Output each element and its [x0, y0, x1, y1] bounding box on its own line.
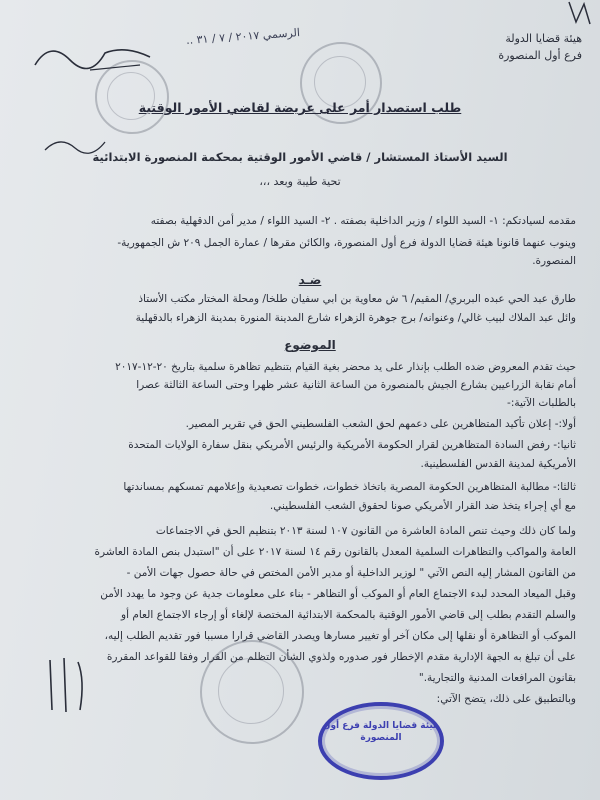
subject-line: أولا:- إعلان تأكيد المتظاهرين على دعمهم لحق الشعب الفلسطيني الحق في تقرير المصير. [185, 418, 576, 430]
subject-line: الأمريكية لمدينة القدس الفلسطينية. [420, 458, 576, 470]
subject-line: حيث تقدم المعروض ضده الطلب بإنذار على يد محضر بغية القيام بتنظيم تظاهرة سلمية بتاريخ ٢٠-١٢-٢٠١٧ [115, 361, 576, 373]
subject-line: الموكب أو التظاهرة أو نقلها إلى مكان آخر أو تغيير مسارها ويصدر القاضي قرارا مسببا فور تقديم الطلب إليه، [104, 630, 576, 642]
against-line-1: طارق عبد الحي عبده البربري/ المقيم/ ٦ ش معاوية بن ابي سفيان طلخا/ ومحلة المختار مكتب الأستاذ [138, 293, 576, 305]
subject-line: بالطلبات الآتية:- [507, 397, 576, 409]
handwritten-date: الرسمي ٢٠١٧ / ٧ / ٣١ .. [185, 26, 301, 47]
seal-stamp-3 [200, 640, 304, 744]
subject-line: وبالتطبيق على ذلك، يتضح الآتي: [436, 693, 576, 705]
subject-line: العامة والمواكب والتظاهرات السلمية المعدل بالقانون رقم ١٤ لسنة ٢٠١٧ على أن "استبدل بنص المادة العاشرة [94, 546, 576, 558]
subject-heading: الموضوع [284, 338, 336, 352]
signature-bottom [40, 650, 100, 720]
subject-line: ولما كان ذلك وحيث تنص المادة العاشرة من القانون ١٠٧ لسنة ٢٠١٣ بتنظيم الحق في الاجتماعات [155, 525, 576, 537]
subject-line: ثالثا:- مطالبة المتظاهرين الحكومة المصرية باتخاذ خطوات، خطوات تصعيدية وإعلامهم تمسكهم بمساندتها [123, 481, 576, 493]
official-blue-stamp [318, 702, 444, 780]
subject-line: مع أي إجراء يتخذ ضد القرار الأمريكي صونا لحقوق الشعب الفلسطيني. [269, 500, 576, 512]
parties-line-3: المنصورة. [532, 255, 576, 267]
signature-top [30, 35, 160, 80]
against-line-2: وائل عبد الملاك لبيب غالي/ وعنوانه/ برج جوهرة الزهراء شارع المدينة المنورة بمدينة الزهراء بالدقهلية [135, 312, 576, 324]
issuer-branch: فرع أول المنصورة [498, 49, 582, 62]
addressee: السيد الأستاذ المستشار / قاضي الأمور الوقتية بمحكمة المنصورة الابتدائية [92, 150, 508, 164]
parties-line-2: وينوب عنهما قانونا هيئة قضايا الدولة فرع أول المنصورة، والكائن مقرها / عمارة الجمل ٢٠٩ ش الجمهورية- [117, 237, 576, 249]
subject-line: على أن تبلغ به الجهة الإدارية مقدم الإخطار فور صدوره ولذوي الشأن التظلم من القرار وفقا للقواعد المقررة [106, 651, 576, 663]
subject-line: بقانون المرافعات المدنية والتجارية." [418, 672, 576, 684]
issuer-header [498, 30, 582, 64]
against-heading: ضـد [298, 273, 322, 287]
corner-pen-mark [564, 0, 594, 30]
subject-line: ثانيا:- رفض السادة المتظاهرين لقرار الحكومة الأمريكية والرئيس الأمريكي بنقل سفارة الولايات المتحدة [128, 439, 576, 451]
subject-line: من القانون المشار إليه النص الآتي " لوزير الداخلية أو مدير الأمن المختص في حالة حصول جهات الأمن - [126, 567, 576, 579]
subject-line: والسلم التقدم بطلب إلى قاضي الأمور الوقتية بالمحكمة الابتدائية المختصة لإلغاء أو إرجاء الاجتماع العام أو [121, 609, 576, 621]
greeting: تحية طيبة وبعد ،،، [259, 175, 341, 188]
blue-stamp-text: هيئة قضايا الدولة فرع أول المنصورة [322, 721, 440, 743]
subject-line: أمام نقابة الزراعيين بشارع الجيش بالمنصورة من الساعة الثانية عشر ظهرا وحتى الساعة الثالثة عصرا [136, 379, 576, 391]
parties-line-1: مقدمه لسيادتكم: ١- السيد اللواء / وزير الداخلية بصفته . ٢- السيد اللواء / مدير أمن الدقهلية بصفته [150, 215, 576, 227]
document-title: طلب استصدار أمر على عريضة لقاضي الأمور الوقتية [138, 100, 462, 115]
issuer-name: هيئة قضايا الدولة [505, 32, 582, 45]
subject-line: وقبل الميعاد المحدد لبدء الاجتماع العام أو الموكب أو التظاهر - بناء على معلومات جدية عن وجود ما يهدد الأمن [100, 588, 576, 600]
